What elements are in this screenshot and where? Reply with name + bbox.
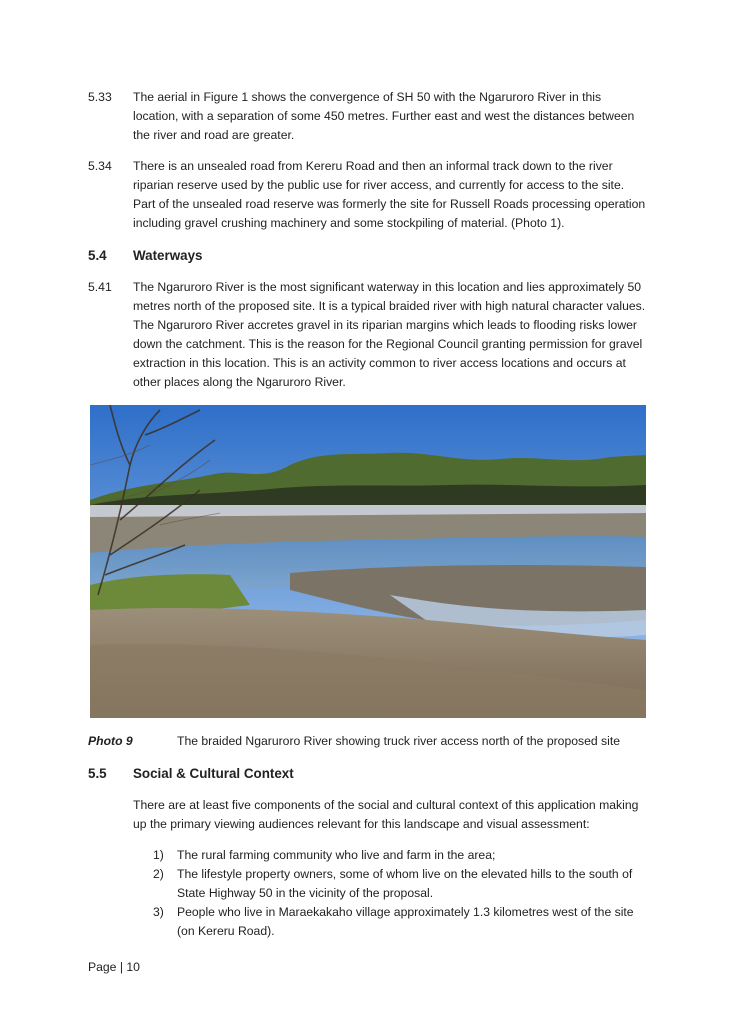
list-item	[153, 903, 643, 941]
audience-list	[153, 846, 643, 941]
paragraph-5-34	[88, 157, 648, 233]
section-heading-social-cultural	[88, 764, 294, 783]
list-number: 3)	[153, 905, 164, 919]
list-number: 2)	[153, 867, 164, 881]
paragraph-text: There is an unsealed road from Kereru Road and then an informal track down to the river riparian reserve used by the public use for river access, and currently for access to the site. Part of the unsealed road reserve was formerly the site for Russell Roads processing operation including gravel crushing machinery and some stockpiling of material. (Photo 1).	[133, 159, 646, 230]
paragraph-number: 5.41	[88, 280, 112, 294]
heading-number: 5.4	[88, 248, 107, 263]
heading-number: 5.5	[88, 766, 107, 781]
paragraph-number: 5.33	[88, 90, 112, 104]
section-heading-waterways	[88, 246, 202, 265]
intro-paragraph: There are at least five components of the social and cultural context of this application making up the primary viewing audiences relevant for this landscape and visual assessment:	[133, 798, 639, 831]
list-number: 1)	[153, 848, 164, 862]
list-text: The rural farming community who live and farm in the area;	[177, 848, 496, 862]
paragraph-text: The aerial in Figure 1 shows the convergence of SH 50 with the Ngaruroro River in this location, with a separation of some 450 metres. Further east and west the distances between the river and road are greater.	[133, 90, 635, 142]
paragraph-text: The Ngaruroro River is the most significant waterway in this location and lies approximately 50 metres north of the proposed site. It is a typical braided river with high natural character values. The Ngaruroro River accretes gravel in its riparian margins which leads to flooding risks lower down the catchment. This is the reason for the Regional Council granting permission for gravel extraction in this location. This is an activity common to river access locations and occurs at other places along the Ngaruroro River.	[133, 280, 646, 389]
river-photo	[90, 405, 646, 718]
heading-text: Waterways	[133, 248, 203, 263]
paragraph-number: 5.34	[88, 159, 112, 173]
page-footer: Page | 10	[88, 960, 140, 974]
photo-caption	[88, 732, 688, 751]
photo-label: Photo 9	[88, 734, 133, 748]
list-item	[153, 846, 643, 865]
list-item	[153, 865, 643, 903]
list-text: People who live in Maraekakaho village approximately 1.3 kilometres west of the site (on Kereru Road).	[177, 905, 634, 938]
photo-caption-text: The braided Ngaruroro River showing truck river access north of the proposed site	[177, 734, 621, 748]
paragraph-5-41	[88, 278, 648, 392]
heading-text: Social & Cultural Context	[133, 766, 294, 781]
list-text: The lifestyle property owners, some of whom live on the elevated hills to the south of State Highway 50 in the vicinity of the proposal.	[177, 867, 633, 900]
paragraph-5-33	[88, 88, 648, 145]
